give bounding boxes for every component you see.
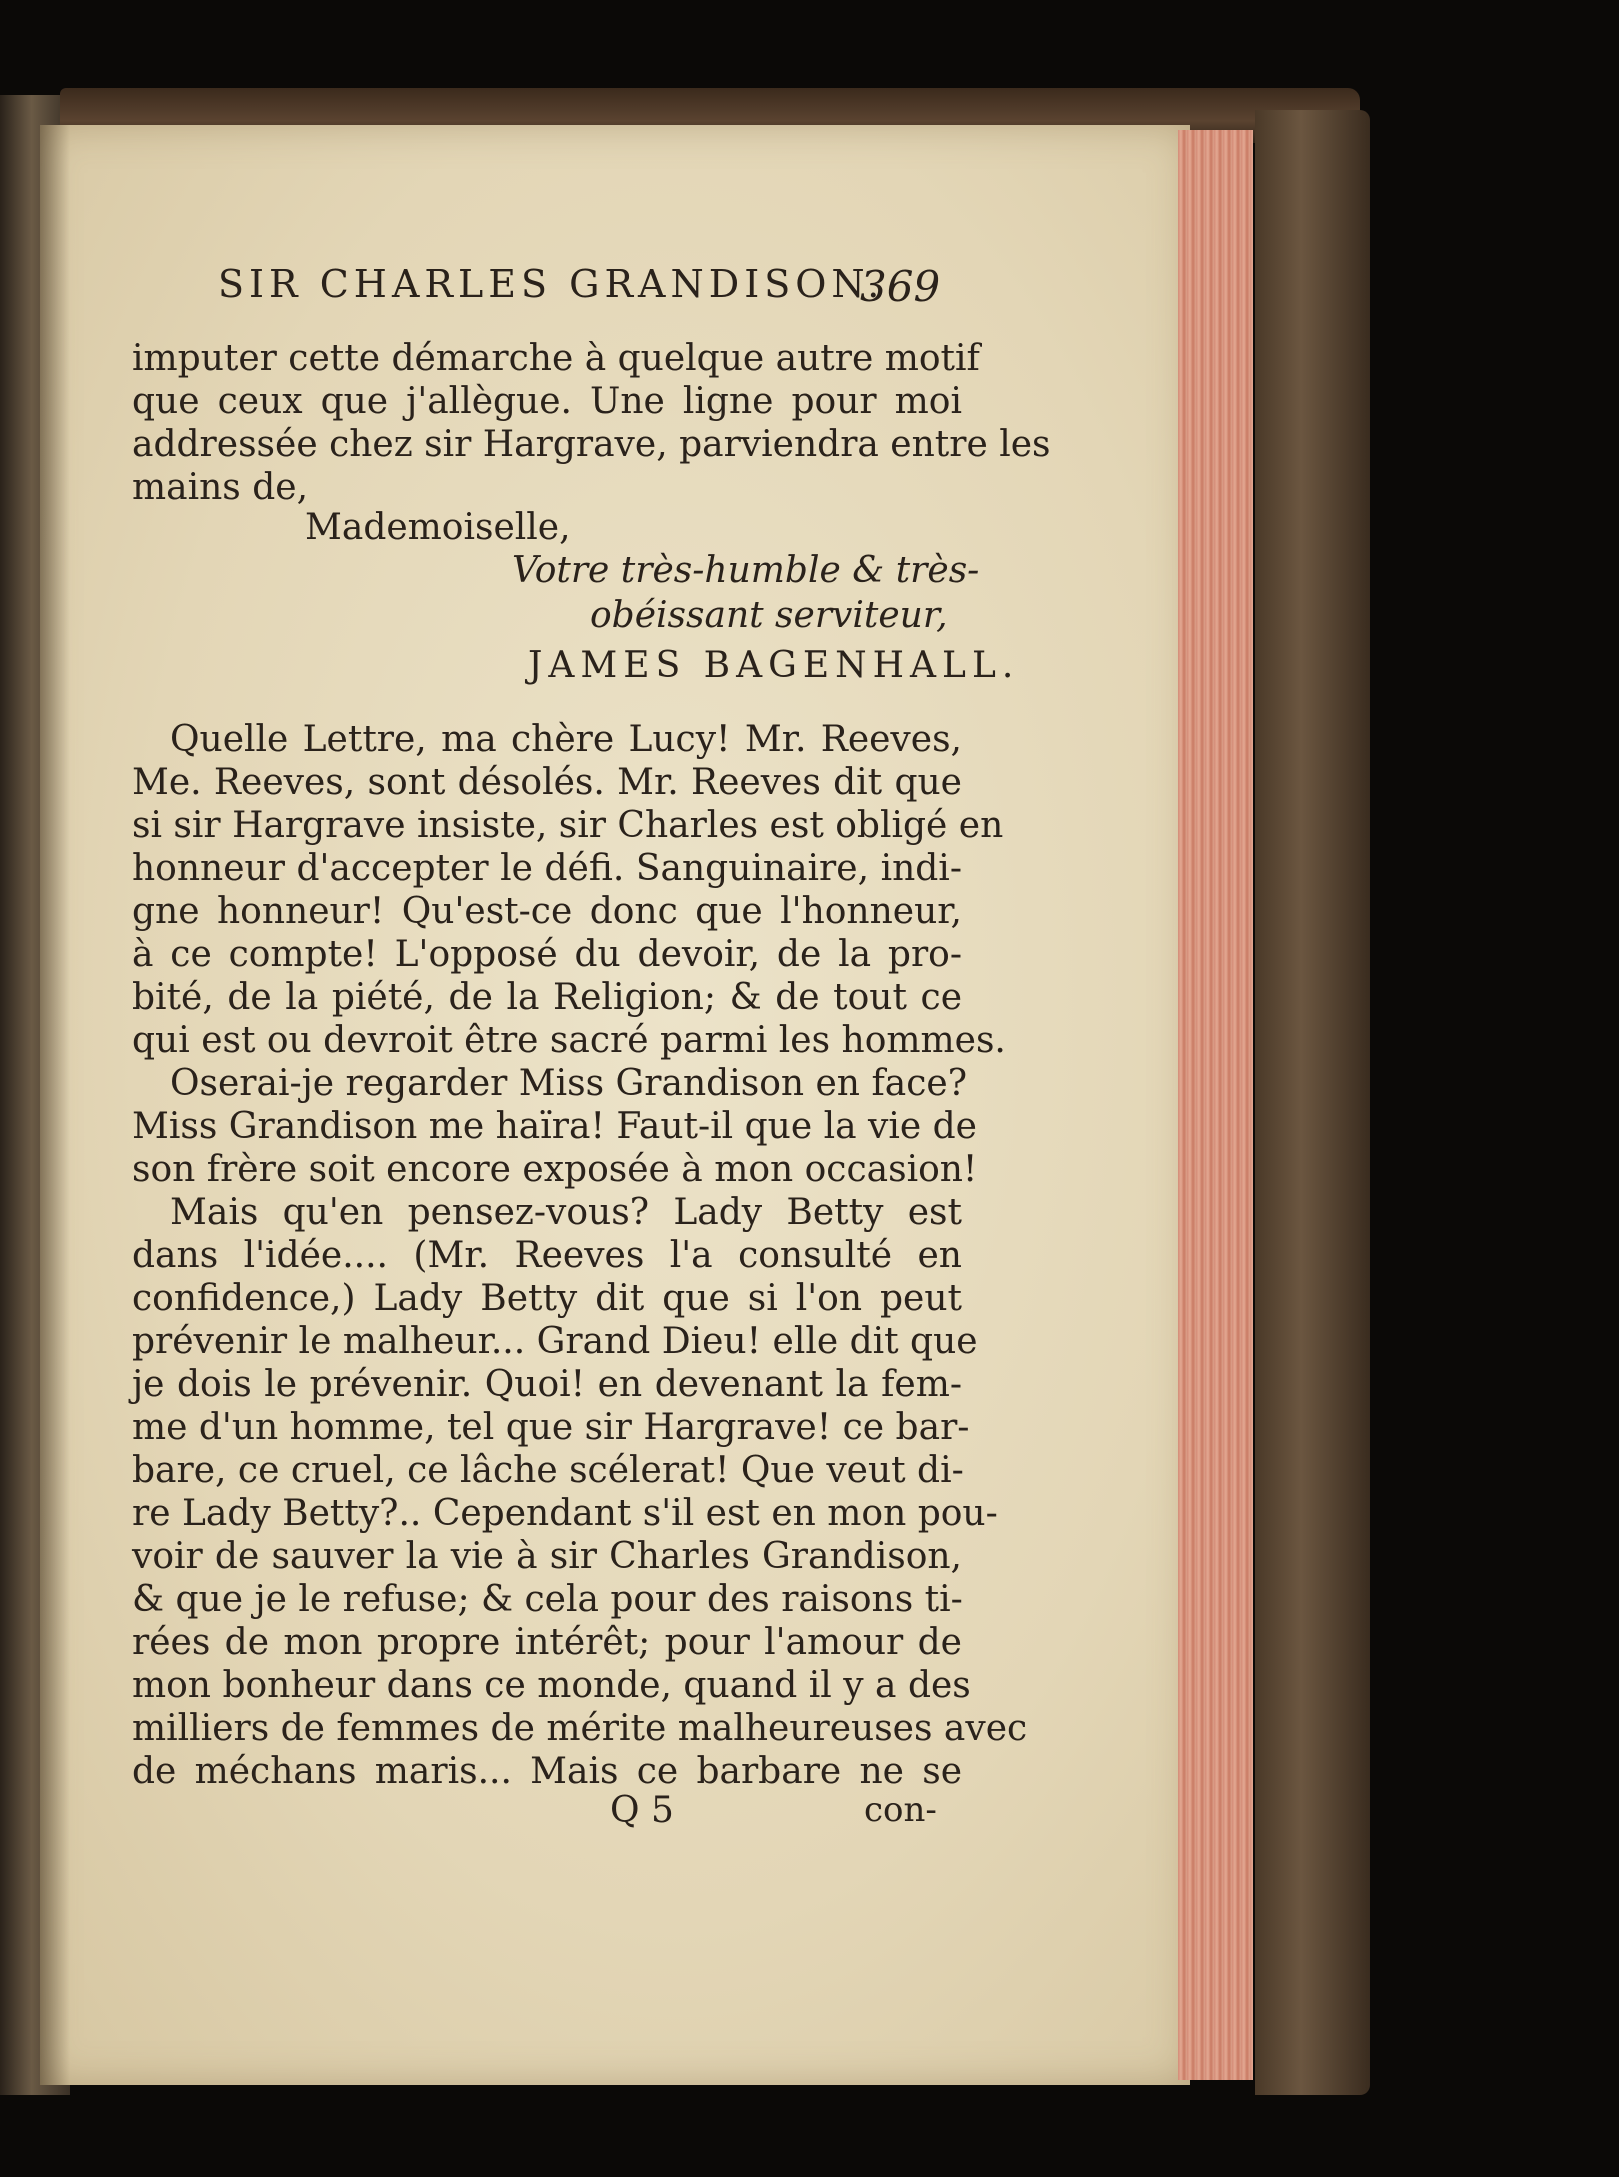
paragraph-line: dans l'idée.... (Mr. Reeves l'a consulté en [132,1235,962,1276]
page-edges [1178,130,1253,2080]
paragraph-line: Mais qu'en pensez-vous? Lady Betty est [170,1192,962,1233]
running-title: SIR CHARLES GRANDISON. [218,262,885,306]
paragraph-line: son frère soit encore exposée à mon occasion! [132,1149,978,1190]
letter-line: que ceux que j'allègue. Une ligne pour moi [132,381,962,422]
paragraph-line: honneur d'accepter le défi. Sanguinaire, indi- [132,848,962,889]
paragraph-line: qui est ou devroit être sacré parmi les hommes. [132,1020,1006,1061]
paragraph-line: de méchans maris... Mais ce barbare ne se [132,1751,962,1792]
paragraph-line: mon bonheur dans ce monde, quand il y a des [132,1665,971,1706]
paragraph-line: Miss Grandison me haïra! Faut-il que la vie de [132,1106,977,1147]
paragraph-line: re Lady Betty?.. Cependant s'il est en mon pou- [132,1493,998,1534]
paragraph-line: prévenir le malheur... Grand Dieu! elle dit que [132,1321,978,1362]
closing-line: obéissant serviteur, [590,595,948,636]
paragraph-line: Oserai-je regarder Miss Grandison en face? [170,1063,967,1104]
gutter-shadow [40,125,70,2085]
letter-signature: JAMES BAGENHALL. [528,645,1020,686]
page-number: 369 [860,262,941,311]
paragraph-line: si sir Hargrave insiste, sir Charles est obligé en [132,805,1004,846]
paragraph-line: rées de mon propre intérêt; pour l'amour de [132,1622,962,1663]
paragraph-line: voir de sauver la vie à sir Charles Grandison, [132,1536,962,1577]
paragraph-line: bare, ce cruel, ce lâche scélerat! Que veut di- [132,1450,964,1491]
paragraph-line: bité, de la piété, de la Religion; & de tout ce [132,977,962,1018]
paragraph-line: à ce compte! L'opposé du devoir, de la pro- [132,934,962,975]
paragraph-line: Me. Reeves, sont désolés. Mr. Reeves dit que [132,762,962,803]
paragraph-line: gne honneur! Qu'est-ce donc que l'honneur, [132,891,962,932]
letter-line: addressée chez sir Hargrave, parviendra entre les [132,424,1051,465]
paragraph-line: me d'un homme, tel que sir Hargrave! ce bar- [132,1407,970,1448]
closing-line: Votre très-humble & très- [512,550,980,591]
paragraph-line: confidence,) Lady Betty dit que si l'on peut [132,1278,962,1319]
paragraph-line: milliers de femmes de mérite malheureuses avec [132,1708,1028,1749]
salutation: Mademoiselle, [305,507,571,548]
paragraph-line: je dois le prévenir. Quoi! en devenant la fem- [132,1364,962,1405]
book-cover-right [1255,110,1370,2095]
paragraph-line: Quelle Lettre, ma chère Lucy! Mr. Reeves, [170,719,962,760]
letter-line: imputer cette démarche à quelque autre motif [132,338,980,379]
letter-line: mains de, [132,467,309,508]
paragraph-line: & que je le refuse; & cela pour des raisons ti- [132,1579,963,1620]
signature-mark: Q 5 [610,1790,674,1831]
catchword: con- [864,1790,937,1830]
